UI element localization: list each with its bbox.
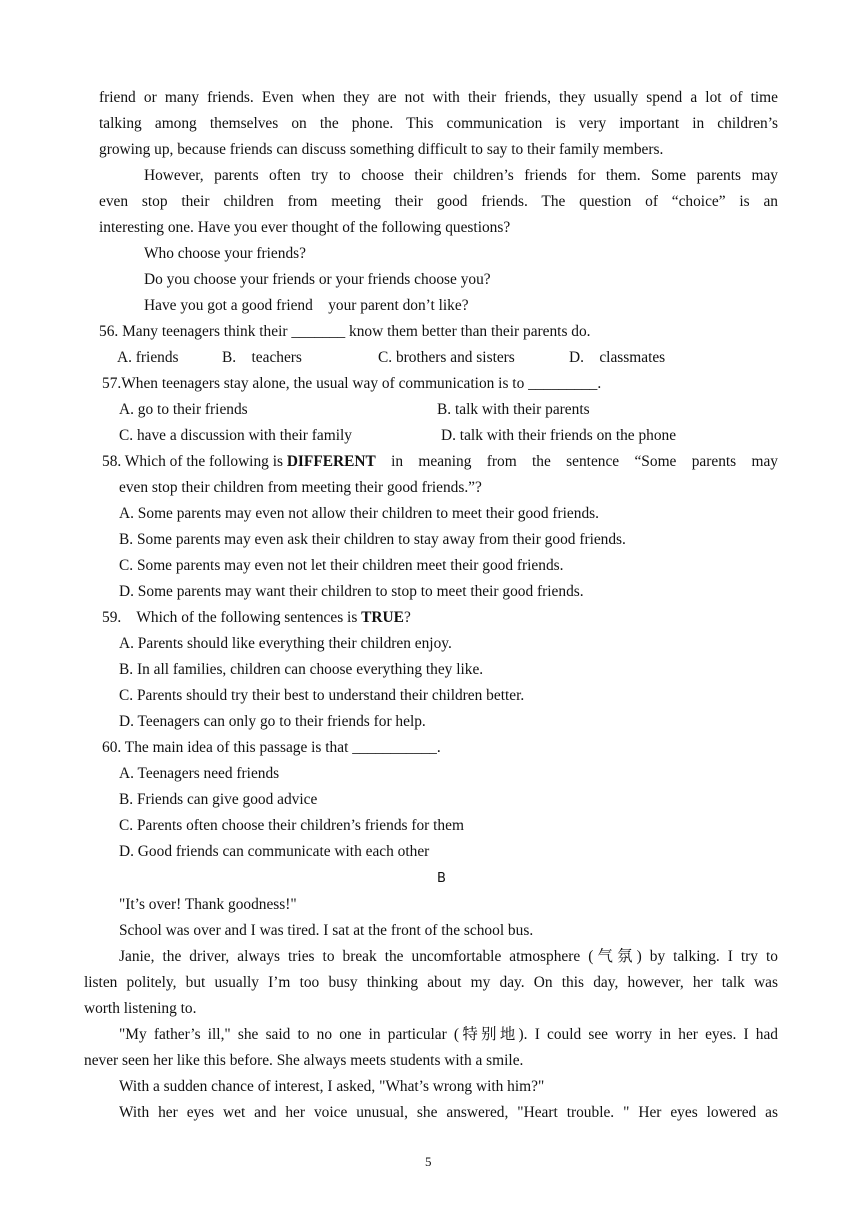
q58-stem [102, 452, 778, 472]
passage-a-line-2: talking among themselves on the phone. This communication is very important in children’s [99, 115, 778, 132]
passage-b-p6-line-1: With her eyes wet and her voice unusual, she answered, "Heart trouble. " Her eyes lowered as [119, 1104, 778, 1121]
passage-a-line-3: growing up, because friends can discuss something difficult to say to their family members. [99, 141, 664, 158]
q59-option-d: D. Teenagers can only go to their friends for help. [119, 713, 426, 730]
q59-stem-bold: TRUE [361, 609, 404, 626]
passage-a-line-5: even stop their children from meeting their good friends. The question of “choice” is an [99, 193, 778, 210]
q59-option-c: C. Parents should try their best to understand their children better. [119, 687, 525, 704]
q60-option-c: C. Parents often choose their children’s friends for them [119, 817, 464, 834]
passage-b-p3-line-3: worth listening to. [84, 1000, 197, 1017]
q59-option-b: B. In all families, children can choose everything they like. [119, 661, 484, 678]
q60-option-d: D. Good friends can communicate with each other [119, 843, 430, 860]
q56-option-d: D. classmates [569, 349, 666, 366]
q60-option-a: A. Teenagers need friends [119, 765, 280, 782]
section-b-label: B [437, 871, 446, 886]
q58-option-c: C. Some parents may even not let their children meet their good friends. [119, 557, 564, 574]
q56-stem: 56. Many teenagers think their _______ know them better than their parents do. [99, 323, 591, 340]
q56-option-b: B. teachers [222, 349, 302, 366]
q59-option-a: A. Parents should like everything their children enjoy. [119, 635, 452, 652]
passage-b-p1: "It’s over! Thank goodness!" [119, 896, 297, 913]
passage-a-question-1: Who choose your friends? [144, 245, 306, 262]
q60-option-b: B. Friends can give good advice [119, 791, 318, 808]
q57-option-b: B. talk with their parents [437, 401, 590, 418]
q58-option-d: D. Some parents may want their children to stop to meet their good friends. [119, 583, 584, 600]
q57-stem: 57.When teenagers stay alone, the usual way of communication is to _________. [102, 375, 602, 392]
q59-stem-pre: 59. Which of the following sentences is [102, 609, 362, 626]
q58-stem-pre: 58. Which of the following is [102, 453, 287, 470]
passage-b-p2: School was over and I was tired. I sat at the front of the school bus. [119, 922, 534, 939]
passage-b-p3-line-1: Janie, the driver, always tries to break the uncomfortable atmosphere (气氛) by talking. I try to [119, 948, 778, 965]
q57-option-a: A. go to their friends [119, 401, 248, 418]
q58-stem-post: in meaning from the sentence “Some parents may [375, 453, 778, 470]
q58-stem-bold: DIFFERENT [286, 453, 376, 470]
passage-b-p5: With a sudden chance of interest, I asked, "What’s wrong with him?" [119, 1078, 545, 1095]
q60-stem: 60. The main idea of this passage is that ___________. [102, 739, 441, 756]
q56-option-a: A. friends [117, 349, 179, 366]
page-number: 5 [425, 1154, 432, 1169]
passage-b-p3-line-2: listen politely, but usually I’m too busy thinking about my day. On this day, however, her talk was [84, 974, 778, 991]
q59-stem [102, 608, 411, 628]
passage-a-line-6: interesting one. Have you ever thought of the following questions? [99, 219, 511, 236]
passage-a-question-3: Have you got a good friend your parent don’t like? [144, 297, 469, 314]
q58-stem-line-2: even stop their children from meeting their good friends.”? [119, 479, 482, 496]
q57-option-c: C. have a discussion with their family [119, 427, 352, 444]
q58-option-b: B. Some parents may even ask their children to stay away from their good friends. [119, 531, 626, 548]
q59-stem-post: ? [403, 609, 411, 626]
q57-option-d: D. talk with their friends on the phone [441, 427, 677, 444]
q58-option-a: A. Some parents may even not allow their children to meet their good friends. [119, 505, 599, 522]
passage-a-question-2: Do you choose your friends or your friends choose you? [144, 271, 491, 288]
passage-a-line-4: However, parents often try to choose their children’s friends for them. Some parents may [144, 167, 778, 184]
q56-option-c: C. brothers and sisters [378, 349, 515, 366]
passage-a-line-1: friend or many friends. Even when they are not with their friends, they usually spend a lot of time [99, 89, 778, 106]
passage-b-p4-line-1: "My father’s ill," she said to no one in particular (特别地). I could see worry in her eyes. I had [119, 1026, 778, 1043]
passage-b-p4-line-2: never seen her like this before. She always meets students with a smile. [84, 1052, 524, 1069]
